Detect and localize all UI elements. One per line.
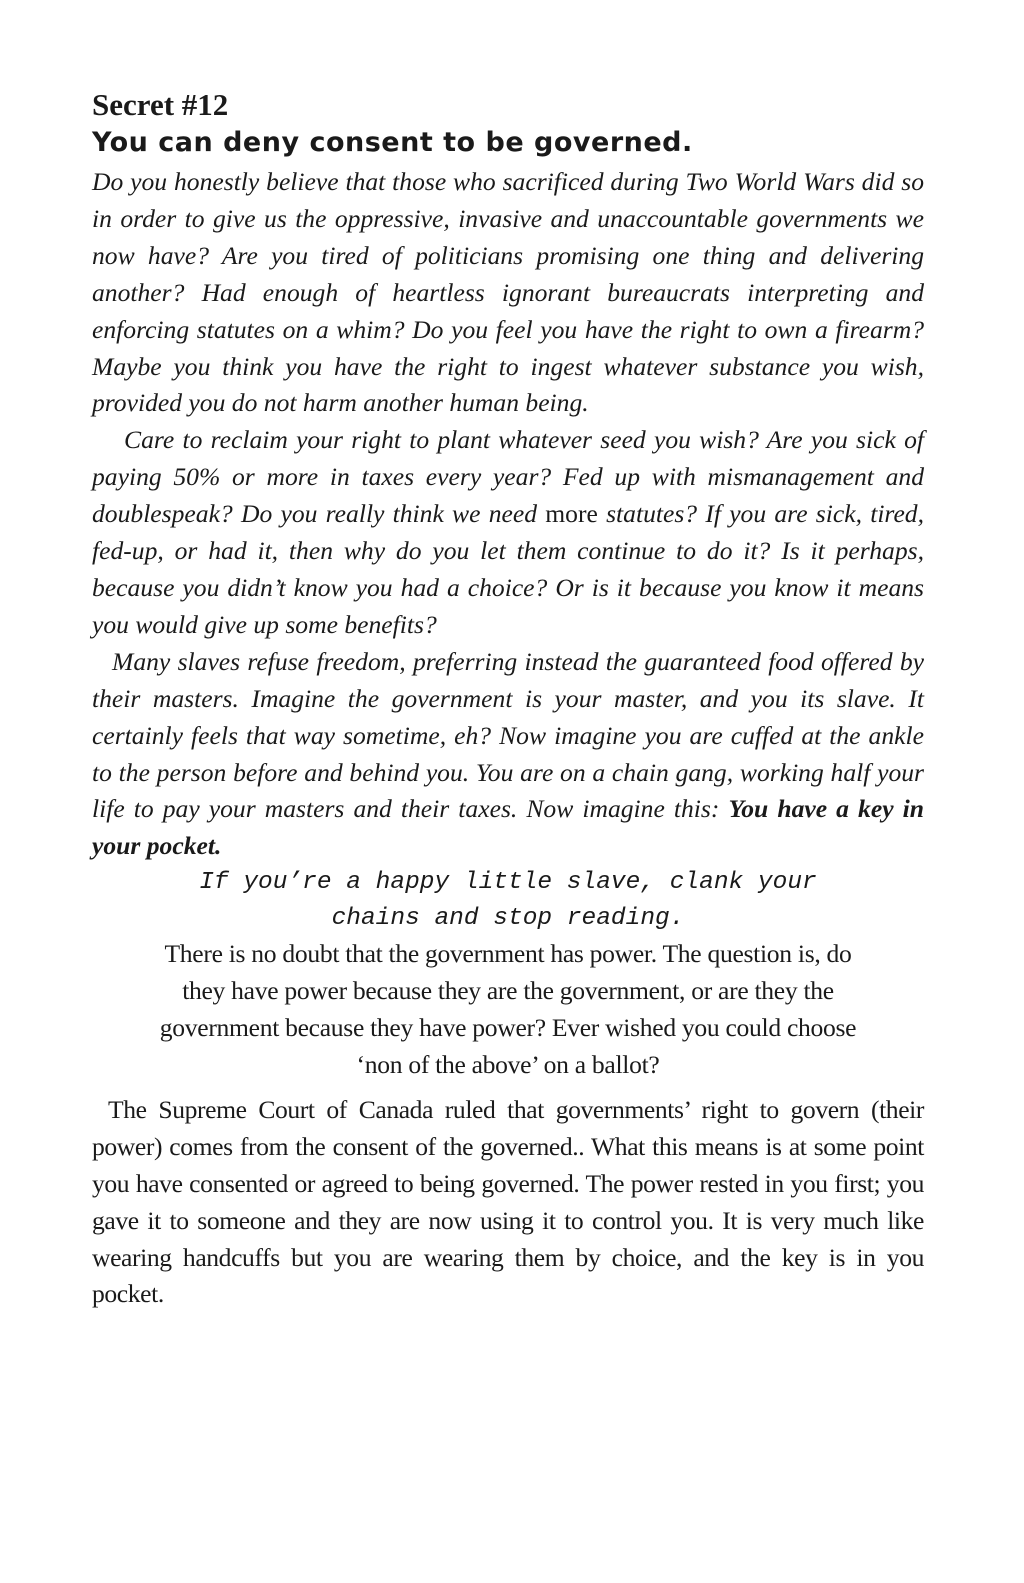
centered-line-4: ‘non of the above’ on a ballot? [356,1049,660,1079]
centered-line-1: There is no doubt that the government has power. The question is, do [164,939,852,969]
secret-number-heading: Secret #12 [92,87,229,122]
paragraph-slaves [92,644,924,865]
secret-title: You can deny consent to be governed. [92,127,693,158]
callout-quote [92,865,924,936]
centered-line-3: government because they have power? Ever wished you could choose [159,1012,857,1042]
paragraph-reclaim-text-2: statutes? If you are sick, tired, fed-up, or had it, then why do you let them continue to do it? Is it perhaps, because you didn’t know you had a choice? Or is it because you know it means you would give up some benefits? [92,499,924,639]
page-content [92,86,924,1313]
paragraph-supreme-court: The Supreme Court of Canada ruled that governments’ right to govern (their power) comes from the consent of the governed.. What this means is at some point you have consented or agreed to being governed. The power rested in you first; you gave it to someone and they are now using it to control you. It is very much like wearing handcuffs but you are wearing them by choice, and the key is in you pocket. [92,1095,924,1309]
callout-line-2: chains and stop reading. [331,904,685,932]
paragraph-reclaim-rights [92,422,924,643]
paragraph-reclaim-emphasis: more [545,499,598,529]
centered-line-2: they have power because they are the government, or are they the [182,976,834,1006]
paragraph-reclaim-text-1: Care to reclaim your right to plant whatever seed you wish? Are you sick of paying 50% or more in taxes every year? Fed up with mismanagement and doublespeak? Do you really think we need [92,425,924,529]
paragraph-intro: Do you honestly believe that those who sacrificed during Two World Wars did so in order to give us the oppressive, invasive and unaccountable governments we now have? Are you tired of politicians promising one thing and delivering another? Had enough of heartless ignorant bureaucrats interpreting and enforcing statutes on a whim? Do you feel you have the right to own a firearm? Maybe you think you have the right to ingest whatever substance you wish, provided you do not harm another human being. [92,167,924,418]
paragraph-slaves-text: Many slaves refuse freedom, preferring instead the guaranteed food offered by their masters. Imagine the government is your master, and you its slave. It certainly feels that way sometime, eh? Now imagine you are cuffed at the ankle to the person before and behind you. You are on a chain gang, working half your life to pay your masters and their taxes. Now imagine this: [92,646,924,824]
paragraph-slaves-key-sentence: You have a key in your pocket. [92,794,924,861]
centered-paragraph [92,936,924,1083]
callout-line-1: If you’re a happy little slave, clank your [199,869,817,897]
